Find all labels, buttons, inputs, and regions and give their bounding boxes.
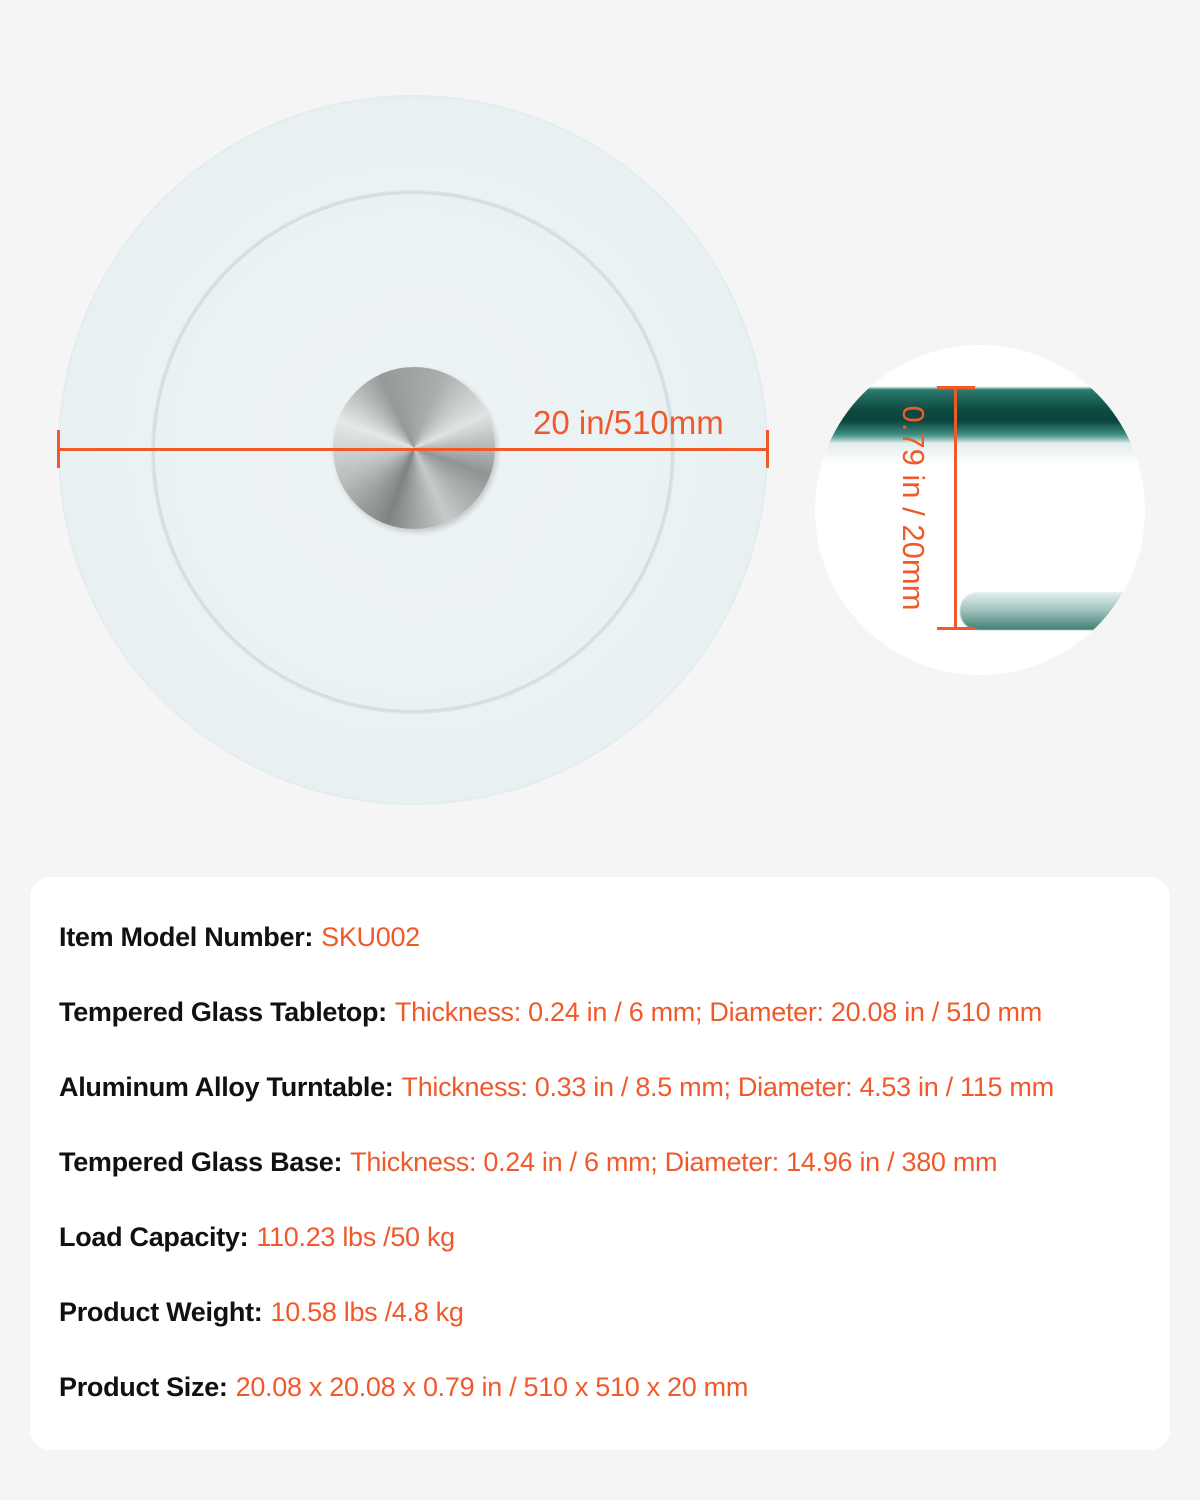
spec-label: Tempered Glass Base:	[59, 1147, 343, 1177]
spec-label: Tempered Glass Tabletop:	[59, 997, 387, 1027]
spec-row-turntable	[59, 1072, 1054, 1103]
spec-row-base	[59, 1147, 997, 1178]
spec-row-load-capacity	[59, 1222, 455, 1253]
tabletop-edge-highlight	[815, 443, 1145, 465]
tabletop-edge	[815, 388, 1145, 443]
diameter-dimension-line	[58, 448, 768, 451]
thickness-label: 0.79 in / 20mm	[896, 405, 931, 611]
spec-label: Product Size:	[59, 1372, 228, 1402]
thickness-detail-inset	[815, 345, 1145, 675]
spec-value: 110.23 lbs /50 kg	[256, 1222, 455, 1252]
spec-value: SKU002	[321, 922, 420, 952]
spec-card	[30, 877, 1170, 1450]
thickness-bottom-tick	[937, 627, 975, 630]
diameter-left-tick	[57, 430, 60, 468]
diameter-right-tick	[766, 430, 769, 468]
spec-value: 10.58 lbs /4.8 kg	[270, 1297, 464, 1327]
thickness-dimension-line	[954, 387, 957, 630]
spec-value: Thickness: 0.24 in / 6 mm; Diameter: 14.96 in / 380 mm	[350, 1147, 998, 1177]
spec-label: Aluminum Alloy Turntable:	[59, 1072, 394, 1102]
spec-row-product-weight	[59, 1297, 464, 1328]
spec-label: Item Model Number:	[59, 922, 314, 952]
spec-value: Thickness: 0.24 in / 6 mm; Diameter: 20.08 in / 510 mm	[394, 997, 1042, 1027]
spec-row-model-number	[59, 922, 420, 953]
thickness-top-tick	[937, 386, 975, 389]
spec-label: Load Capacity:	[59, 1222, 249, 1252]
spec-value: 20.08 x 20.08 x 0.79 in / 510 x 510 x 20 mm	[235, 1372, 749, 1402]
spec-row-tabletop	[59, 997, 1042, 1028]
diameter-label: 20 in/510mm	[533, 404, 724, 441]
spec-value: Thickness: 0.33 in / 8.5 mm; Diameter: 4.53 in / 115 mm	[401, 1072, 1054, 1102]
spec-row-product-size	[59, 1372, 748, 1403]
base-edge	[960, 592, 1145, 630]
spec-label: Product Weight:	[59, 1297, 263, 1327]
